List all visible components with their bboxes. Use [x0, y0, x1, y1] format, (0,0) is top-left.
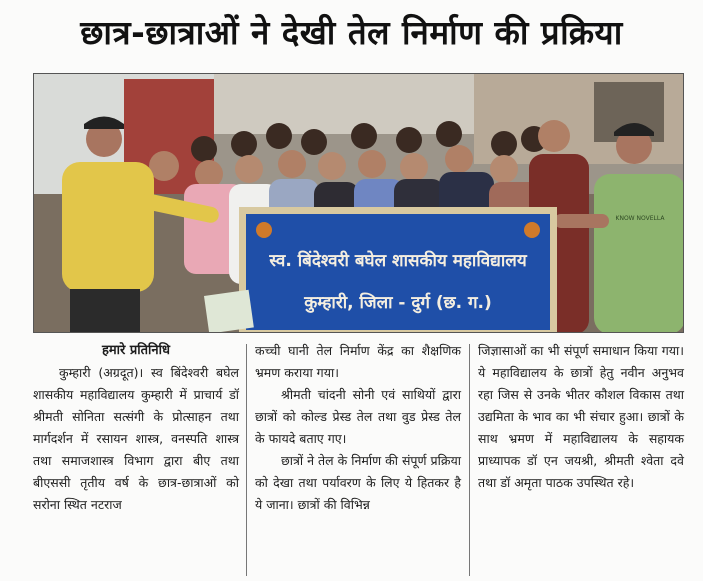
group-photo — [33, 73, 684, 333]
flower-icon — [256, 222, 272, 238]
article-body — [33, 340, 684, 581]
headline: छात्र-छात्राओं ने देखी तेल निर्माण की प्रक्रिया — [80, 13, 623, 52]
article-paragraph: कच्ची घानी तेल निर्माण केंद्र का शैक्षणिक भ्रमण कराया गया। — [255, 343, 461, 380]
banner-line-2: कुम्हारी, जिला - दुर्ग (छ. ग.) — [304, 293, 492, 313]
flower-icon — [524, 222, 540, 238]
article-column-2 — [255, 340, 461, 516]
article-paragraph: छात्रों ने तेल के निर्माण की संपूर्ण प्रक्रिया को देखा तथा पर्यावरण के लिए ये हितकर है ये जाना। छात्रों की विभिन्न — [255, 453, 461, 512]
banner-line-1: स्व. बिंदेश्वरी बघेल शासकीय महाविद्यालय — [269, 251, 527, 271]
article-paragraph: श्रीमती चांदनी सोनी एवं साथियों द्वारा छात्रों को कोल्ड प्रेस्ड तेल तथा वुड प्रेस्ड तेल के फायदे बताए गए। — [255, 387, 461, 446]
article-paragraph: जिज्ञासाओं का भी संपूर्ण समाधान किया गया। ये महाविद्यालय के छात्रों हेतु नवीन अनुभव रहा जिस से उनके भीतर कौशल विकास तथा उद्यमिता के भाव का भी संचार हुआ। छात्रों के साथ भ्रमण में महाविद्यालय के सहायक प्राध्यापक डॉ एन जयश्री, श्रीमती श्वेता दवे तथा डॉ अमृता पाठक उपस्थित रहे। — [478, 343, 684, 490]
article-paragraph: कुम्हारी (अग्रदूत)। स्व बिंदेश्वरी बघेल शासकीय महाविद्यालय कुम्हारी में प्राचार्य डॉ श्रीमती सोनिता सत्संगी के प्रोत्साहन तथा मार्गदर्शन में रसायन शास्त्र, वनस्पति शास्त्र तथा समाजशास्त्र विभाग द्वारा बीए तथा बीएससी तृतीय वर्ष के छात्र-छात्राओं को सरोना स्थित नटराज — [33, 365, 239, 512]
article-column-1 — [33, 340, 239, 516]
college-banner — [239, 207, 557, 333]
shirt-print: KNOW NOVELLA — [615, 215, 665, 222]
poster-board — [204, 290, 254, 333]
byline: हमारे प्रतिनिधि — [101, 343, 170, 358]
photo-illustration — [34, 74, 684, 333]
building-wall — [214, 74, 474, 134]
article-column-3 — [478, 340, 684, 494]
